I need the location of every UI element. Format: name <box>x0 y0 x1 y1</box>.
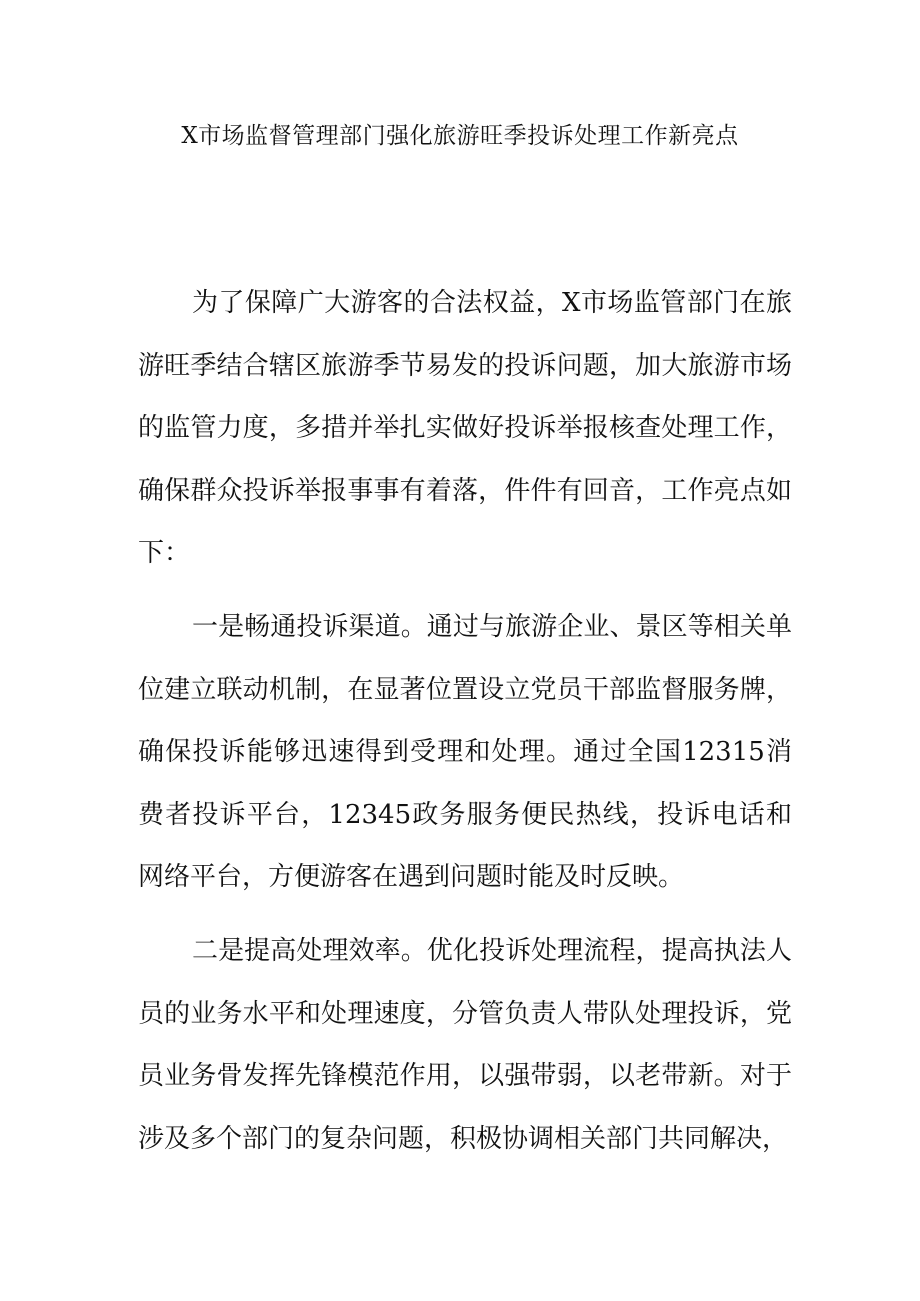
paragraph-point-one: 一是畅通投诉渠道。通过与旅游企业、景区等相关单位建立联动机制，在显著位置设立党员干部监督服务牌，确保投诉能够迅速得到受理和处理。通过全国12315消费者投诉平台，12345政务服务便民热线，投诉电话和网络平台，方便游客在遇到问题时能及时反映。 <box>138 612 792 892</box>
paragraph-intro: 为了保障广大游客的合法权益，X市场监管部门在旅游旺季结合辖区旅游季节易发的投诉问题，加大旅游市场的监管力度，多措并举扎实做好投诉举报核查处理工作，确保群众投诉举报事事有着落，件件有回音，工作亮点如下： <box>138 288 792 568</box>
document-title: X市场监督管理部门强化旅游旺季投诉处理工作新亮点 <box>181 123 739 149</box>
paragraph-point-two: 二是提高处理效率。优化投诉处理流程，提高执法人员的业务水平和处理速度，分管负责人带队处理投诉，党员业务骨发挥先锋模范作用，以强带弱，以老带新。对于涉及多个部门的复杂问题，积极协调相关部门共同解决， <box>138 936 792 1154</box>
